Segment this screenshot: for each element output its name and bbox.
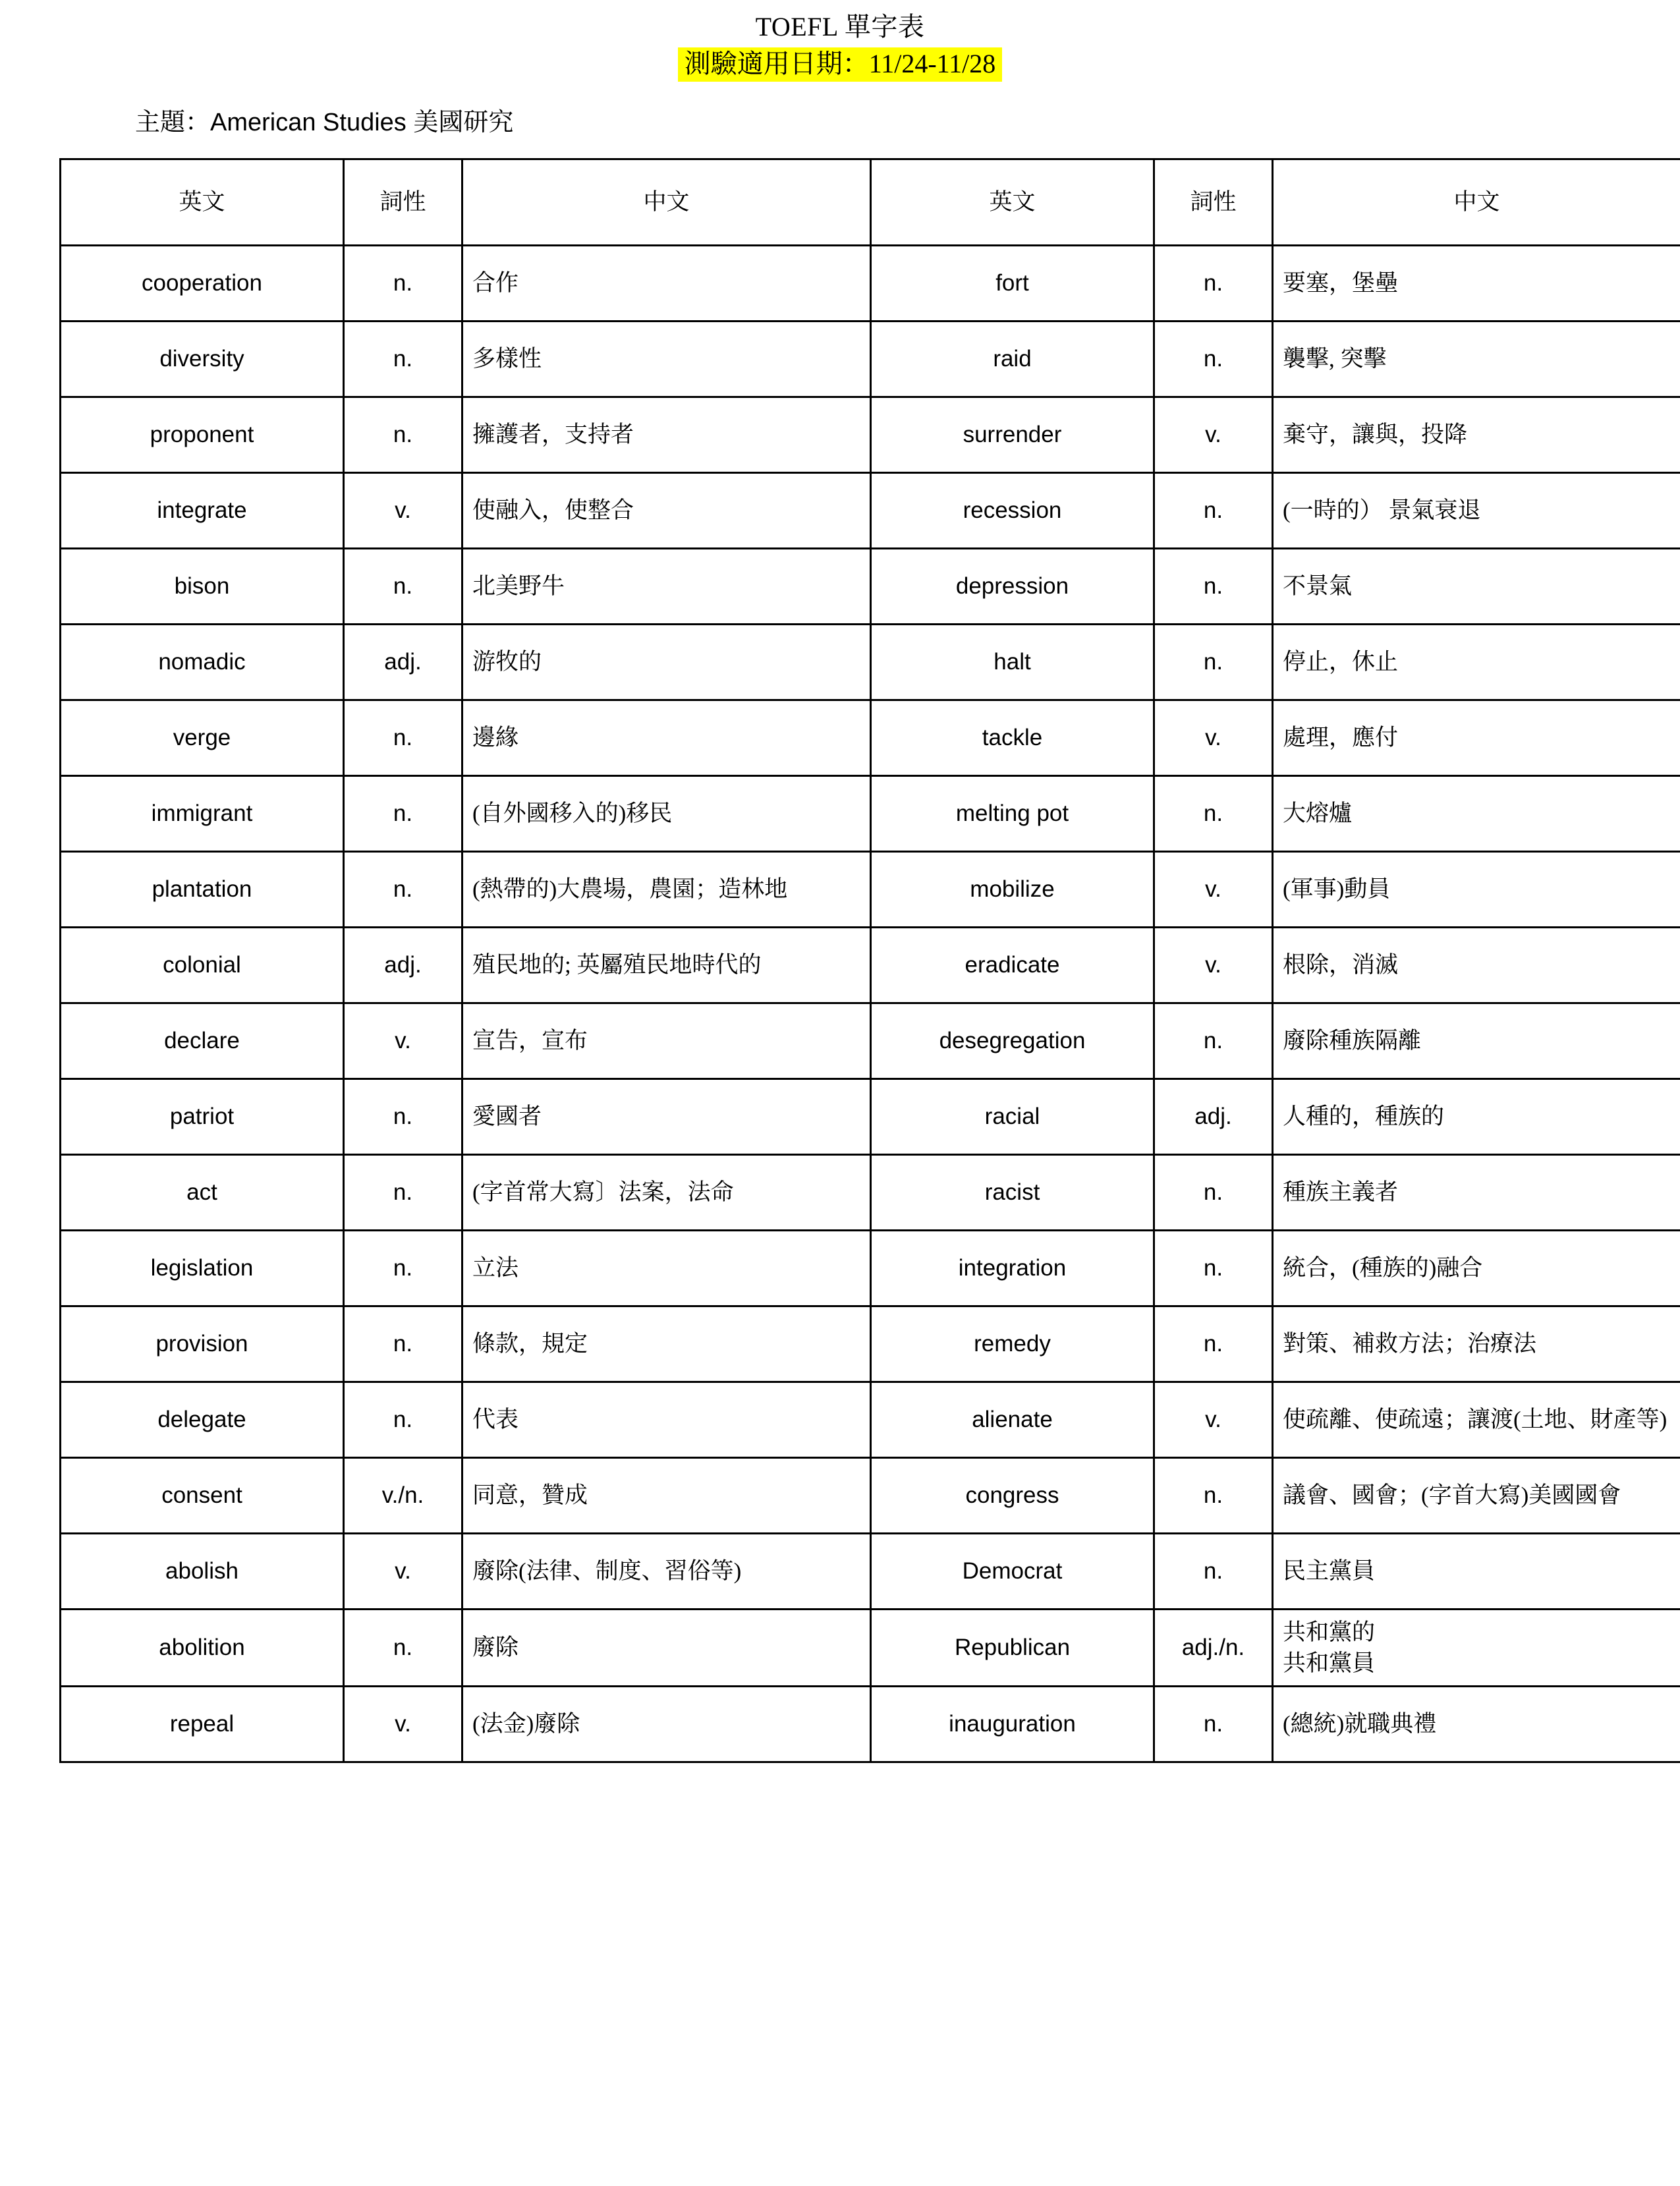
word-chinese: 共和黨的 共和黨員 [1273, 1609, 1680, 1687]
word-english: plantation [61, 851, 344, 927]
word-chinese: 代表 [462, 1382, 871, 1457]
word-pos: n. [1154, 1457, 1273, 1533]
word-chinese: 處理，應付 [1273, 700, 1680, 775]
word-pos: n. [1154, 1003, 1273, 1079]
column-header: 英文 [61, 159, 344, 245]
word-chinese: 北美野牛 [462, 548, 871, 624]
word-pos: v. [1154, 700, 1273, 775]
word-pos: n. [344, 245, 462, 321]
word-english: patriot [61, 1079, 344, 1154]
table-row [61, 245, 1680, 321]
word-pos: n. [1154, 548, 1273, 624]
word-chinese: 襲擊, 突擊 [1273, 321, 1680, 397]
document-page [0, 12, 1680, 2186]
word-english: integration [871, 1230, 1154, 1306]
word-chinese: 多樣性 [462, 321, 871, 397]
word-pos: v. [344, 1687, 462, 1762]
word-english: immigrant [61, 775, 344, 851]
word-english: abolish [61, 1533, 344, 1609]
word-chinese: 人種的，種族的 [1273, 1079, 1680, 1154]
word-pos: adj./n. [1154, 1609, 1273, 1687]
table-row [61, 1609, 1680, 1687]
word-pos: n. [344, 851, 462, 927]
word-english: nomadic [61, 624, 344, 700]
word-chinese: 統合，(種族的)融合 [1273, 1230, 1680, 1306]
date-line-container [0, 47, 1680, 82]
word-english: legislation [61, 1230, 344, 1306]
word-chinese: 同意，贊成 [462, 1457, 871, 1533]
word-pos: n. [344, 1609, 462, 1687]
word-pos: n. [344, 321, 462, 397]
word-pos: v. [344, 1003, 462, 1079]
word-english: halt [871, 624, 1154, 700]
word-pos: n. [344, 548, 462, 624]
table-row [61, 851, 1680, 927]
word-chinese: 廢除 [462, 1609, 871, 1687]
word-pos: v. [344, 1533, 462, 1609]
word-pos: adj. [1154, 1079, 1273, 1154]
page-title: TOEFL 單字表 [0, 12, 1680, 42]
word-english: inauguration [871, 1687, 1154, 1762]
word-english: mobilize [871, 851, 1154, 927]
word-pos: v. [1154, 1382, 1273, 1457]
word-english: fort [871, 245, 1154, 321]
table-row [61, 1382, 1680, 1457]
word-chinese: (總統)就職典禮 [1273, 1687, 1680, 1762]
word-english: tackle [871, 700, 1154, 775]
column-header: 英文 [871, 159, 1154, 245]
word-english: act [61, 1154, 344, 1230]
word-pos: v./n. [344, 1457, 462, 1533]
word-chinese: (熱帶的)大農場，農園；造林地 [462, 851, 871, 927]
word-chinese: 邊緣 [462, 700, 871, 775]
word-pos: v. [1154, 851, 1273, 927]
word-english: desegregation [871, 1003, 1154, 1079]
word-pos: n. [344, 700, 462, 775]
word-pos: n. [1154, 472, 1273, 548]
word-pos: n. [1154, 1154, 1273, 1230]
word-chinese: 廢除種族隔離 [1273, 1003, 1680, 1079]
word-english: integrate [61, 472, 344, 548]
word-pos: v. [1154, 397, 1273, 472]
word-english: racist [871, 1154, 1154, 1230]
word-chinese: (一時的） 景氣衰退 [1273, 472, 1680, 548]
word-english: racial [871, 1079, 1154, 1154]
table-row [61, 1306, 1680, 1382]
word-chinese: 廢除(法律、制度、習俗等) [462, 1533, 871, 1609]
table-row [61, 1457, 1680, 1533]
word-english: declare [61, 1003, 344, 1079]
word-chinese: 大熔爐 [1273, 775, 1680, 851]
word-english: proponent [61, 397, 344, 472]
word-pos: n. [344, 1382, 462, 1457]
table-row [61, 1003, 1680, 1079]
word-english: colonial [61, 927, 344, 1003]
table-row [61, 1230, 1680, 1306]
word-chinese: 民主黨員 [1273, 1533, 1680, 1609]
word-pos: n. [344, 397, 462, 472]
table-row [61, 1154, 1680, 1230]
column-header: 中文 [1273, 159, 1680, 245]
word-chinese: 立法 [462, 1230, 871, 1306]
word-pos: v. [1154, 927, 1273, 1003]
table-row [61, 472, 1680, 548]
word-chinese: 棄守，讓與，投降 [1273, 397, 1680, 472]
table-header-row [61, 159, 1680, 245]
word-pos: v. [344, 472, 462, 548]
word-chinese: 不景氣 [1273, 548, 1680, 624]
word-chinese: 種族主義者 [1273, 1154, 1680, 1230]
word-chinese: 對策、補救方法；治療法 [1273, 1306, 1680, 1382]
word-chinese: (字首常大寫〕法案，法命 [462, 1154, 871, 1230]
word-pos: n. [344, 1306, 462, 1382]
word-chinese: 殖民地的; 英屬殖民地時代的 [462, 927, 871, 1003]
table-row [61, 927, 1680, 1003]
table-row [61, 1687, 1680, 1762]
word-pos: n. [344, 1230, 462, 1306]
word-english: melting pot [871, 775, 1154, 851]
word-chinese: 使融入，使整合 [462, 472, 871, 548]
word-english: delegate [61, 1382, 344, 1457]
word-pos: n. [1154, 321, 1273, 397]
word-english: cooperation [61, 245, 344, 321]
table-row [61, 1079, 1680, 1154]
word-chinese: 游牧的 [462, 624, 871, 700]
column-header: 中文 [462, 159, 871, 245]
exam-date-highlight: 測驗適用日期：11/24-11/28 [678, 47, 1003, 82]
column-header: 詞性 [344, 159, 462, 245]
word-english: diversity [61, 321, 344, 397]
word-pos: n. [1154, 1230, 1273, 1306]
word-english: Republican [871, 1609, 1154, 1687]
word-english: consent [61, 1457, 344, 1533]
word-english: surrender [871, 397, 1154, 472]
word-english: bison [61, 548, 344, 624]
word-english: abolition [61, 1609, 344, 1687]
word-english: raid [871, 321, 1154, 397]
word-pos: n. [344, 1079, 462, 1154]
word-chinese: (軍事)動員 [1273, 851, 1680, 927]
word-english: verge [61, 700, 344, 775]
word-pos: n. [1154, 1533, 1273, 1609]
table-row [61, 397, 1680, 472]
word-chinese: 擁護者，支持者 [462, 397, 871, 472]
table-row [61, 624, 1680, 700]
word-english: Democrat [871, 1533, 1154, 1609]
vocabulary-table [59, 158, 1680, 1764]
table-row [61, 775, 1680, 851]
word-english: repeal [61, 1687, 344, 1762]
word-chinese: 停止，休止 [1273, 624, 1680, 700]
word-pos: n. [1154, 1687, 1273, 1762]
word-english: remedy [871, 1306, 1154, 1382]
word-english: provision [61, 1306, 344, 1382]
word-pos: n. [1154, 624, 1273, 700]
table-row [61, 700, 1680, 775]
word-chinese: 使疏離、使疏遠；讓渡(土地、財產等) [1273, 1382, 1680, 1457]
column-header: 詞性 [1154, 159, 1273, 245]
word-chinese: 宣告，宣布 [462, 1003, 871, 1079]
word-english: recession [871, 472, 1154, 548]
table-body [61, 159, 1680, 1762]
word-chinese: 合作 [462, 245, 871, 321]
table-row [61, 1533, 1680, 1609]
word-pos: n. [344, 1154, 462, 1230]
word-english: congress [871, 1457, 1154, 1533]
table-row [61, 548, 1680, 624]
word-chinese: 根除，消滅 [1273, 927, 1680, 1003]
word-pos: adj. [344, 624, 462, 700]
topic-line: 主題：American Studies 美國研究 [135, 108, 1680, 138]
table-row [61, 321, 1680, 397]
word-chinese: 條款，規定 [462, 1306, 871, 1382]
word-chinese: (法金)廢除 [462, 1687, 871, 1762]
word-pos: adj. [344, 927, 462, 1003]
word-chinese: 要塞，堡壘 [1273, 245, 1680, 321]
word-pos: n. [344, 775, 462, 851]
word-chinese: (自外國移入的)移民 [462, 775, 871, 851]
word-pos: n. [1154, 1306, 1273, 1382]
word-pos: n. [1154, 245, 1273, 321]
word-chinese: 愛國者 [462, 1079, 871, 1154]
word-english: alienate [871, 1382, 1154, 1457]
word-chinese: 議會、國會；(字首大寫)美國國會 [1273, 1457, 1680, 1533]
word-pos: n. [1154, 775, 1273, 851]
word-english: eradicate [871, 927, 1154, 1003]
word-english: depression [871, 548, 1154, 624]
